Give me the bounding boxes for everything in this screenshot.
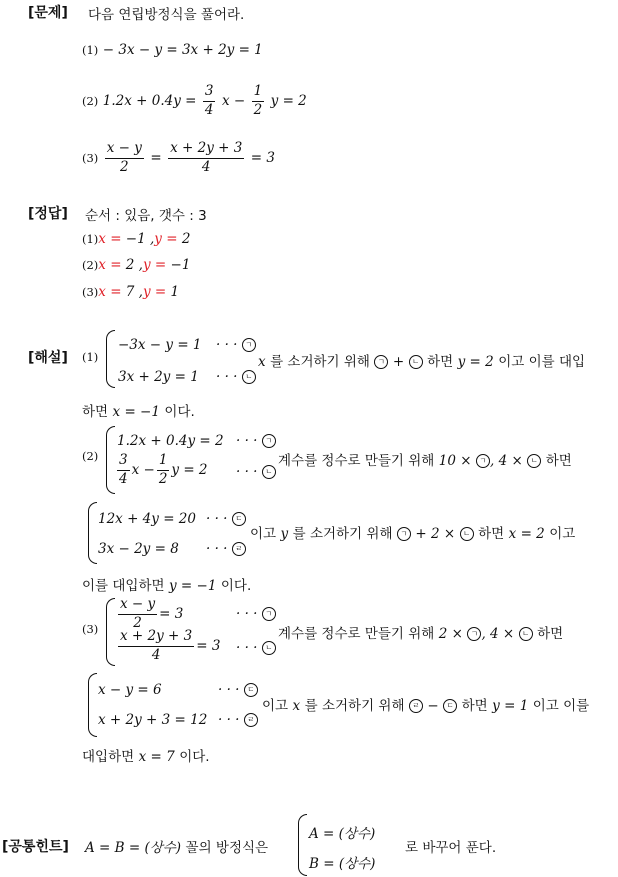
problem-label: [문제]: [28, 5, 68, 21]
brace: [106, 426, 115, 494]
problem-intro: 다음 연립방정식을 풀어라.: [88, 7, 245, 23]
solution-2-tag1: · · · ㄱ: [236, 433, 276, 449]
solution-2-tag2: · · · ㄴ: [236, 464, 276, 480]
solution-1-text: x 를 소거하기 위해 ㄱ + ㄴ 하면 y = 2 이고 이를 대입: [258, 354, 586, 370]
hint-label: [공통힌트]: [2, 839, 69, 855]
solution-2-text3: 이를 대입하면 y = −1 이다.: [82, 578, 252, 594]
solution-3-tag2: · · · ㄴ: [236, 640, 276, 656]
solution-1-eq1: −3x − y = 1: [118, 337, 202, 353]
solution-3-text: 계수를 정수로 만들기 위해 2 × ㄱ , 4 × ㄴ 하면: [278, 626, 564, 642]
solution-3-text2: 이고 x 를 소거하기 위해 ㄹ − ㄷ 하면 y = 1 이고 이를: [262, 698, 590, 714]
problem-item-3: (3) $\frac{x - y}{2}$ = $\frac{x + 2y + 3}{4}$ = 3: [82, 140, 275, 175]
brace: [106, 330, 115, 388]
hint-text-a: A = B = (상수) 꼴의 방정식은: [85, 840, 269, 856]
solution-1-num: (1): [82, 350, 99, 364]
solution-3-num: (3): [82, 622, 99, 636]
answer-label: [정답]: [28, 206, 68, 222]
solution-1-text-cont: 하면 x = −1 이다.: [82, 404, 195, 420]
solution-3-tag3: · · · ㄷ: [218, 682, 258, 698]
solution-3-tag1: · · · ㄱ: [236, 606, 276, 622]
solution-2-text2: 이고 y 를 소거하기 위해 ㄱ + 2 × ㄴ 하면 x = 2 이고: [250, 526, 576, 542]
problem-item-1: (1) − 3x − y = 3x + 2y = 1: [82, 42, 263, 58]
problem-item-2: (2) 1.2x + 0.4y = $\frac{3}{4}$ x − $\frac{1}{2}$ y = 2: [82, 83, 307, 118]
brace: [88, 673, 97, 737]
answer-item-3: (3)x = 7 ,y = 1: [82, 284, 180, 300]
answer-summary: 순서 : 있음, 갯수 : 3: [85, 208, 207, 224]
answer-item-1: (1)x = −1 ,y = 2: [82, 231, 191, 247]
solution-2-tag3: · · · ㄷ: [206, 511, 246, 527]
solution-3-tag4: · · · ㄹ: [218, 712, 258, 728]
brace: [88, 502, 97, 564]
solution-1-eq2: 3x + 2y = 1: [118, 369, 199, 385]
solution-1-tag1: · · · ㄱ: [216, 337, 256, 353]
hint-text-c: 로 바꾸어 푼다.: [405, 840, 497, 856]
brace: [298, 814, 307, 876]
hint-line-1: A = (상수): [309, 826, 376, 842]
answer-item-2: (2)x = 2 ,y = −1: [82, 257, 191, 273]
solution-3-eq1: $\frac{x - y}{2}$ = 3: [120, 596, 184, 631]
solution-2-f2: 3x − 2y = 8: [98, 541, 179, 557]
solution-2-eq2: $\frac{3}{4}$ x − $\frac{1}{2}$ y = 2: [119, 452, 208, 487]
solution-2-f1: 12x + 4y = 20: [98, 511, 196, 527]
solution-2-text: 계수를 정수로 만들기 위해 10 × ㄱ , 4 × ㄴ 하면: [278, 453, 572, 469]
solution-3-f2: x + 2y + 3 = 12: [98, 712, 208, 728]
solution-label: [해설]: [28, 350, 68, 366]
solution-3-eq2: $\frac{x + 2y + 3}{4}$ = 3: [120, 628, 221, 663]
solution-3-f1: x − y = 6: [98, 682, 162, 698]
hint-line-2: B = (상수): [309, 856, 376, 872]
solution-3-text3: 대입하면 x = 7 이다.: [82, 749, 210, 765]
solution-2-eq1: 1.2x + 0.4y = 2: [117, 433, 224, 449]
solution-2-tag4: · · · ㄹ: [206, 541, 246, 557]
solution-1-tag2: · · · ㄴ: [216, 369, 256, 385]
brace: [106, 598, 115, 666]
solution-2-num: (2): [82, 449, 99, 463]
